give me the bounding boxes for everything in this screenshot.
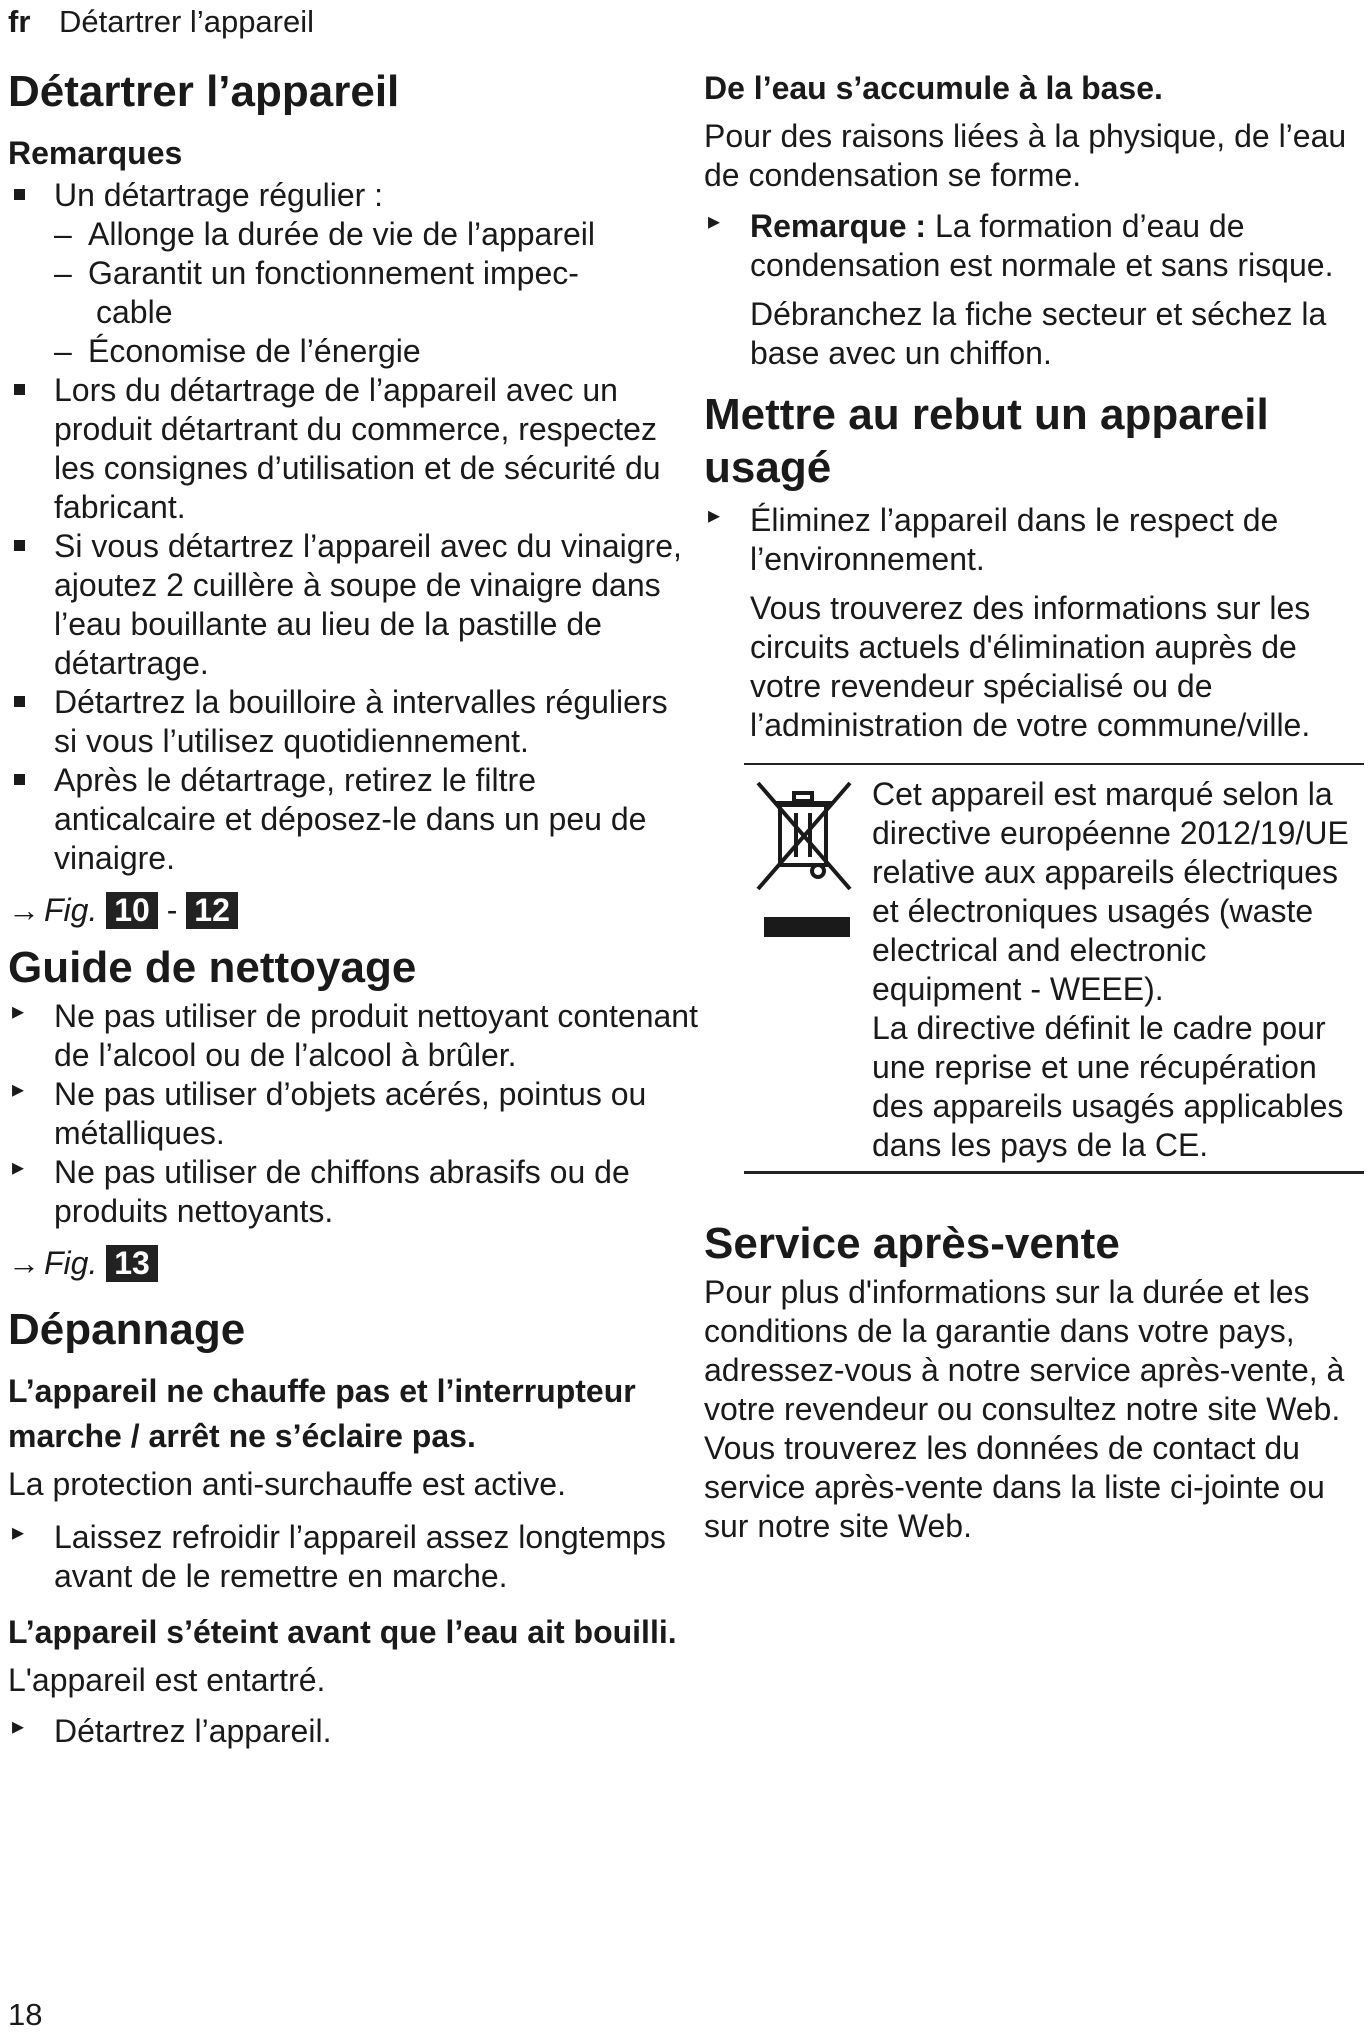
problem-heading: L’appareil ne chauffe pas et l’interrupteur marche / arrêt ne s’éclaire pas.	[8, 1373, 636, 1454]
list-item: ▸ Ne pas utiliser d’objets acérés, pointus ou métalliques.	[8, 1075, 698, 1153]
figure-badge: 13	[106, 1245, 158, 1282]
list-item: Si vous détartrez l’appareil avec du vinaigre, ajoutez 2 cuillère à soupe de vinaigre dans l’eau bouillante au lieu de la pastille de détartrage.	[8, 527, 698, 683]
figure-badge: 10	[106, 892, 158, 929]
section-heading-rebut: Mettre au rebut un appareil usagé	[704, 389, 1269, 492]
figure-reference: → Fig. 13	[8, 1243, 698, 1285]
figure-badge: 12	[186, 892, 238, 929]
arrow-right-icon: →	[8, 1244, 40, 1281]
action-list	[704, 501, 1364, 579]
service-text: Vous trouverez les données de contact du service après-vente dans la liste ci-jointe ou sur notre site Web.	[704, 1430, 1325, 1545]
list-item: Un détartrage régulier : – Allonge la durée de vie de l’appareil – Garantit un fonctionnement impec- cable – Économise de l’énergie	[8, 176, 698, 371]
service-text: Pour plus d'informations sur la durée et les conditions de la garantie dans votre pays, adressez-vous à notre service après-vente, à votre revendeur ou consultez notre site Web.	[704, 1273, 1345, 1427]
list-item: Lors du détartrage de l’appareil avec un produit détartrant du commerce, respectez les consignes d’utilisation et de sécurité du fabricant.	[8, 371, 698, 527]
problem-heading: De l’eau s’accumule à la base.	[704, 70, 1163, 106]
problem-cause: La protection anti-surchauffe est active.	[8, 1465, 566, 1502]
section-heading-detartrer: Détartrer l’appareil	[8, 67, 400, 116]
action-list	[704, 207, 1364, 285]
page-header	[8, 4, 314, 40]
note-action: Débranchez la fiche secteur et séchez la base avec un chiffon.	[750, 295, 1327, 371]
sub-list-item: – Garantit un fonctionnement impec-	[8, 254, 698, 293]
section-heading-depannage: Dépannage	[8, 1305, 246, 1355]
language-code: fr	[8, 4, 31, 39]
section-heading-guide: Guide de nettoyage	[8, 942, 417, 992]
problem-cause: Pour des raisons liées à la physique, de l’eau de condensation se forme.	[704, 117, 1347, 193]
figure-reference: → Fig. 10 - 12	[8, 890, 698, 932]
remarques-heading: Remarques	[8, 134, 183, 171]
remarques-list	[8, 176, 698, 879]
list-item: Après le détartrage, retirez le filtre anticalcaire et déposez-le dans un peu de vinaigre.	[8, 761, 698, 878]
sub-list	[8, 215, 698, 371]
list-item: ▸ Remarque : La formation d’eau de condensation est normale et sans risque.	[704, 207, 1364, 285]
sub-list-item: – Allonge la durée de vie de l’appareil	[8, 215, 698, 254]
sub-list-item: – Économise de l’énergie	[8, 332, 698, 371]
action-list	[8, 1712, 698, 1751]
page-number: 18	[8, 1997, 43, 2032]
list-item: ▸ Détartrez l’appareil.	[8, 1712, 698, 1751]
problem-cause: L'appareil est entartré.	[8, 1661, 326, 1698]
list-item: Détartrez la bouilloire à intervalles réguliers si vous l’utilisez quotidiennement.	[8, 683, 698, 761]
header-title: Détartrer l’appareil	[59, 4, 315, 39]
right-column	[704, 66, 1364, 1546]
note-label: Remarque :	[750, 207, 927, 244]
problem-heading: L’appareil s’éteint avant que l’eau ait bouilli.	[8, 1613, 677, 1650]
list-item: ▸ Ne pas utiliser de produit nettoyant contenant de l’alcool ou de l’alcool à brûler.	[8, 997, 698, 1075]
weee-notice	[744, 763, 1364, 1174]
list-item: ▸ Ne pas utiliser de chiffons abrasifs ou de produits nettoyants.	[8, 1153, 698, 1231]
list-item: ▸ Éliminez l’appareil dans le respect de l’environnement.	[704, 501, 1364, 579]
arrow-right-icon: →	[8, 892, 40, 929]
weee-text: La directive définit le cadre pour une reprise et une récupération des appareils usagés applicables dans les pays de la CE.	[872, 1009, 1344, 1164]
crossed-bin-icon	[744, 775, 872, 1165]
guide-list	[8, 997, 698, 1231]
action-list	[8, 1518, 698, 1596]
left-column	[8, 66, 698, 1751]
section-heading-service: Service après-vente	[704, 1219, 1120, 1269]
weee-text: Cet appareil est marqué selon la directive européenne 2012/19/UE relative aux appareils électriques et électroniques usagés (waste electrical and electronic equipment - WEEE).	[872, 775, 1349, 1007]
list-item: ▸ Laissez refroidir l’appareil assez longtemps avant de le remettre en marche.	[8, 1518, 698, 1596]
disposal-info: Vous trouverez des informations sur les circuits actuels d'élimination auprès de votre revendeur spécialisé ou de l’administration de votre commune/ville.	[750, 589, 1311, 743]
sub-list-item: cable	[96, 293, 173, 330]
